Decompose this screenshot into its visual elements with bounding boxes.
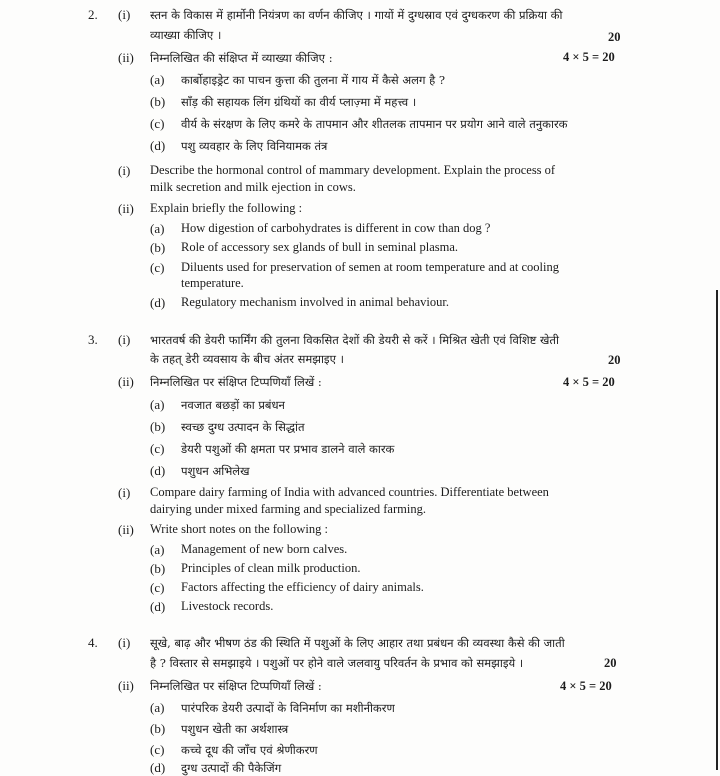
question-text: Explain briefly the following :: [150, 201, 303, 215]
question-text: Describe the hormonal control of mammary development. Explain the process of: [150, 163, 556, 177]
part-label: (ii): [118, 50, 134, 65]
item-text: वीर्य के संरक्षण के लिए कमरे के तापमान और शीतलक तापमान पर प्रयोग आने वाले तनुकारक: [181, 117, 568, 131]
item-text: Regulatory mechanism involved in animal behaviour.: [181, 295, 449, 309]
item-text: Management of new born calves.: [181, 542, 348, 556]
question-text: सूखे, बाढ़ और भीषण ठंड की स्थिति में पशुओं के लिए आहार तथा प्रबंधन की व्यवस्था कैसे की जाती: [150, 636, 565, 650]
item-text: पारंपरिक डेयरी उत्पादों के विनिर्माण का मशीनीकरण: [181, 701, 395, 715]
question-text: स्तन के विकास में हार्मोनी नियंत्रण का वर्णन कीजिए । गायों में दुग्धस्राव एवं दुग्धकरण की प्रक्रिया की: [150, 8, 563, 22]
item-text: temperature.: [181, 276, 244, 290]
item-text: कार्बोहाइड्रेट का पाचन कुत्ता की तुलना में गाय में कैसे अलग है ?: [181, 73, 445, 87]
question-number: 4.: [88, 635, 98, 650]
item-label: (a): [150, 72, 165, 87]
item-label: (b): [150, 94, 166, 109]
item-label: (c): [150, 580, 165, 595]
item-text: Factors affecting the efficiency of dairy animals.: [181, 580, 424, 594]
item-text: पशुधन अभिलेख: [181, 464, 250, 478]
question-text: Write short notes on the following :: [150, 522, 328, 536]
question-text: Compare dairy farming of India with advanced countries. Differentiate between: [150, 485, 549, 499]
question-text: निम्नलिखित पर संक्षिप्त टिप्पणियाँ लिखें :: [150, 679, 322, 693]
item-text: How digestion of carbohydrates is different in cow than dog ?: [181, 221, 491, 235]
question-text: milk secretion and milk ejection in cows.: [150, 180, 356, 194]
part-label: (i): [118, 332, 131, 347]
part-label: (ii): [118, 522, 134, 537]
item-text: Diluents used for preservation of semen at room temperature and at cooling: [181, 260, 560, 274]
question-text: dairying under mixed farming and specialized farming.: [150, 502, 426, 516]
question-text: भारतवर्ष की डेयरी फार्मिंग की तुलना विकसित देशों की डेयरी से करें । मिश्रित खेती एवं विशिष्ट खेती: [150, 333, 559, 347]
marks: 4 × 5 = 20: [563, 375, 615, 389]
question-text: व्याख्या कीजिए ।: [150, 28, 222, 42]
item-label: (c): [150, 260, 165, 275]
marks: 4 × 5 = 20: [563, 50, 615, 64]
marks: 20: [608, 353, 621, 367]
part-label: (i): [118, 7, 131, 22]
question-number: 3.: [88, 332, 98, 347]
question-number: 2.: [88, 7, 98, 22]
item-text: दुग्ध उत्पादों की पैकेजिंग: [181, 761, 282, 775]
item-label: (a): [150, 542, 165, 557]
item-text: नवजात बछड़ों का प्रबंधन: [181, 398, 285, 412]
item-text: कच्चे दूध की जाँच एवं श्रेणीकरण: [181, 743, 318, 757]
marks: 20: [608, 30, 621, 44]
item-label: (c): [150, 116, 165, 131]
part-label: (ii): [118, 678, 134, 693]
item-label: (d): [150, 295, 166, 310]
part-label: (ii): [118, 374, 134, 389]
item-label: (c): [150, 441, 165, 456]
part-label: (i): [118, 485, 131, 500]
part-label: (ii): [118, 201, 134, 216]
item-text: Livestock records.: [181, 599, 274, 613]
item-label: (a): [150, 221, 165, 236]
item-text: पशु व्यवहार के लिए विनियामक तंत्र: [181, 139, 328, 153]
item-label: (b): [150, 721, 166, 736]
marks: 20: [604, 656, 617, 670]
page-edge-shadow: [716, 290, 718, 770]
item-label: (d): [150, 463, 166, 478]
question-text: है ? विस्तार से समझाइये । पशुओं पर होने वाले जलवायु परिवर्तन के प्रभाव को समझाइये ।: [150, 656, 524, 670]
item-text: पशुधन खेती का अर्थशास्त्र: [181, 722, 289, 736]
part-label: (i): [118, 163, 131, 178]
question-text: निम्नलिखित पर संक्षिप्त टिप्पणियाँ लिखें :: [150, 375, 322, 389]
question-text: के तहत् डेरी व्यवसाय के बीच अंतर समझाइए ।: [150, 352, 344, 366]
item-label: (a): [150, 397, 165, 412]
item-text: Role of accessory sex glands of bull in seminal plasma.: [181, 240, 459, 254]
item-label: (b): [150, 561, 166, 576]
item-label: (c): [150, 742, 165, 757]
question-text: निम्नलिखित की संक्षिप्त में व्याख्या कीजिए :: [150, 51, 333, 65]
item-label: (b): [150, 240, 166, 255]
item-label: (a): [150, 700, 165, 715]
item-label: (d): [150, 760, 166, 775]
item-label: (d): [150, 138, 166, 153]
item-label: (d): [150, 599, 166, 614]
item-text: Principles of clean milk production.: [181, 561, 361, 575]
item-label: (b): [150, 419, 166, 434]
item-text: डेयरी पशुओं की क्षमता पर प्रभाव डालने वाले कारक: [181, 442, 395, 456]
part-label: (i): [118, 635, 131, 650]
item-text: साँड़ की सहायक लिंग ग्रंथियों का वीर्य प्लाज़्मा में महत्त्व ।: [181, 95, 417, 109]
item-text: स्वच्छ दुग्ध उत्पादन के सिद्धांत: [181, 420, 305, 434]
marks: 4 × 5 = 20: [560, 679, 612, 693]
